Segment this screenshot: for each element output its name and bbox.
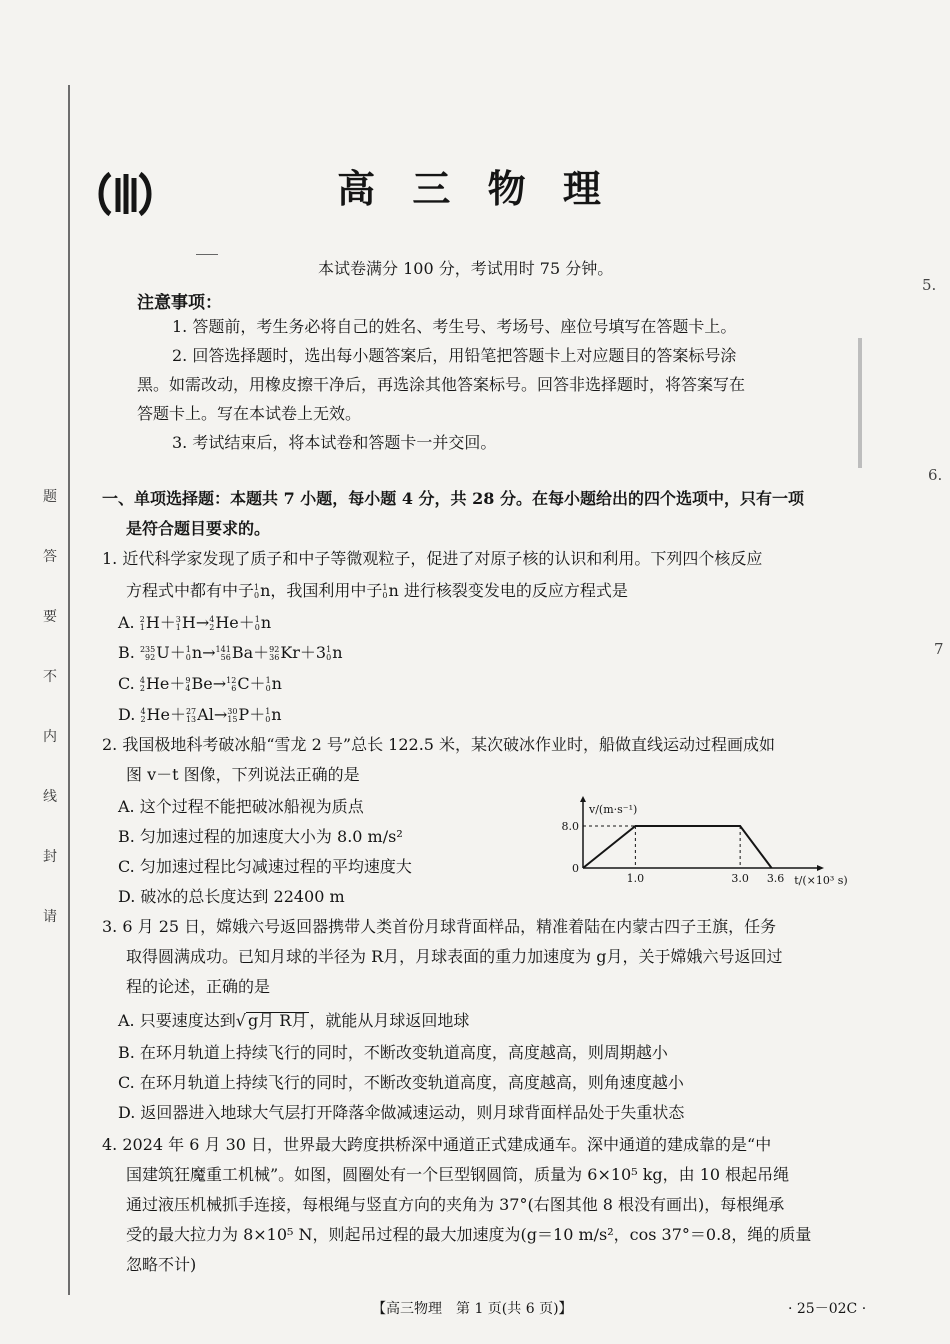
question-1-option-c: C. 4 2 He＋ 9 4 Be→ 12 6 C＋ 1 0 n <box>118 674 282 693</box>
question-4-stem-cont: 受的最大拉力为 8×10⁵ N，则起吊过程的最大加速度为(g＝10 m/s²，cos 37°＝0.8，绳的质量 <box>126 1225 812 1244</box>
binding-char: 答 <box>43 549 57 565</box>
binding-char: 线 <box>43 789 57 805</box>
question-2-option-b: B. 匀加速过程的加速度大小为 8.0 m/s² <box>118 827 403 846</box>
footer-page-info: 【高三物理 第 1 页(共 6 页)】 <box>372 1301 573 1317</box>
question-4-stem-cont: 通过液压机械抓手连接，每根绳与竖直方向的夹角为 37°(右图其他 8 根没有画出)，每根绳承 <box>126 1195 785 1214</box>
origin-label: 0 <box>572 862 579 875</box>
binding-char: 内 <box>43 729 57 745</box>
edge-number: 7 <box>934 640 944 658</box>
binding-char: 题 <box>43 489 57 505</box>
y-axis-arrow-icon <box>580 796 586 802</box>
edge-number: 5. <box>922 276 937 294</box>
vt-chart <box>545 796 865 896</box>
question-1-option-a: A. 2 1 H＋ 3 1 H→ 4 2 He＋ 1 0 n <box>118 613 272 632</box>
series-line <box>583 826 772 868</box>
section-heading-cont: 是符合题目要求的。 <box>126 519 271 538</box>
notes-heading: 注意事项： <box>137 293 222 313</box>
question-3-option-d: D. 返回器进入地球大气层打开降落伞做减速运动，则月球背面样品处于失重状态 <box>118 1103 685 1122</box>
question-3-stem-cont: 取得圆满成功。已知月球的半径为 R月，月球表面的重力加速度为 g月，关于嫦娥六号返回过 <box>126 947 783 966</box>
divider <box>196 254 218 255</box>
question-2-option-d: D. 破冰的总长度达到 22400 m <box>118 887 345 906</box>
question-1-stem: 1. 近代科学家发现了质子和中子等微观粒子，促进了对原子核的认识和利用。下列四个核反应 <box>102 549 763 568</box>
question-2-option-a: A. 这个过程不能把破冰船视为质点 <box>118 797 364 816</box>
exam-intro: 本试卷满分 100 分，考试用时 75 分钟。 <box>318 259 614 278</box>
question-2-option-c: C. 匀加速过程比匀减速过程的平均速度大 <box>118 857 412 876</box>
question-2-stem-cont: 图 v－t 图像，下列说法正确的是 <box>126 765 360 784</box>
binding-notice <box>40 486 60 926</box>
x-tick-label: 3.0 <box>731 872 749 885</box>
question-2-stem: 2. 我国极地科考破冰船“雪龙 2 号”总长 122.5 米，某次破冰作业时，船做直线运动过程画成如 <box>102 735 776 754</box>
note-item: 答题卡上。写在本试卷上无效。 <box>137 404 362 423</box>
binding-char: 不 <box>43 669 57 685</box>
binding-line <box>68 85 70 1295</box>
x-axis-label: t/(×10³ s) <box>794 874 848 887</box>
scan-artifact <box>858 338 862 468</box>
question-3-option-a: A. 只要速度达到√ g月 R月 ，就能从月球返回地球 <box>118 1011 470 1030</box>
binding-char: 请 <box>43 909 57 925</box>
note-item: 3. 考试结束后，将本试卷和答题卡一并交回。 <box>172 433 497 452</box>
note-item: 黑。如需改动，用橡皮擦干净后，再选涂其他答案标号。回答非选择题时，将答案写在 <box>137 375 746 394</box>
question-3-stem: 3. 6 月 25 日，嫦娥六号返回器携带人类首份月球背面样品，精准着陆在内蒙古四子王旗，任务 <box>102 917 777 936</box>
question-4-stem-cont: 国建筑狂魔重工机械”。如图，圆圈处有一个巨型钢圆筒，质量为 6×10⁵ kg，由 10 根起吊绳 <box>126 1165 790 1184</box>
question-3-option-b: B. 在环月轨道上持续飞行的同时，不断改变轨道高度，高度越高，则周期越小 <box>118 1043 668 1062</box>
question-4-stem: 4. 2024 年 6 月 30 日，世界最大跨度拱桥深中通道正式建成通车。深中通道的建成靠的是“中 <box>102 1135 772 1154</box>
question-3-stem-cont2: 程的论述，正确的是 <box>126 977 271 996</box>
edge-number: 6. <box>928 466 943 484</box>
section-heading: 一、单项选择题：本题共 7 小题，每小题 4 分，共 28 分。在每小题给出的四个选项中，只有一项 <box>102 489 804 508</box>
x-tick-label: 1.0 <box>626 872 645 885</box>
note-item: 1. 答题前，考生务必将自己的姓名、考生号、考场号、座位号填写在答题卡上。 <box>172 317 737 336</box>
binding-char: 封 <box>43 849 57 865</box>
exam-title: 高 三 物 理 <box>337 166 613 211</box>
question-4-stem-cont: 忽略不计) <box>126 1255 197 1274</box>
binding-char: 要 <box>43 609 57 625</box>
x-tick-label: 3.6 <box>766 872 785 885</box>
question-1-option-d: D. 4 2 He＋ 27 13 Al→ 30 15 P＋ 1 0 n <box>118 705 282 724</box>
question-1-option-b: B. 235 92 U＋ 1 0 n→ 141 56 Ba＋ 92 36 Kr＋3 1 0 n <box>118 643 343 662</box>
y-axis-label: v/(m·s⁻¹) <box>589 803 638 816</box>
x-axis-arrow-icon <box>817 865 824 871</box>
question-1-stem-cont: 方程式中都有中子 1 0 n，我国利用中子 1 0 n 进行核裂变发电的反应方程式是 <box>126 581 628 600</box>
question-3-option-c: C. 在环月轨道上持续飞行的同时，不断改变轨道高度，高度越高，则角速度越小 <box>118 1073 684 1092</box>
note-item: 2. 回答选择题时，选出每小题答案后，用铅笔把答题卡上对应题目的答案标号涂 <box>172 346 737 365</box>
footer-code: · 25－02C · <box>788 1301 867 1317</box>
y-tick-label: 8.0 <box>561 820 579 833</box>
